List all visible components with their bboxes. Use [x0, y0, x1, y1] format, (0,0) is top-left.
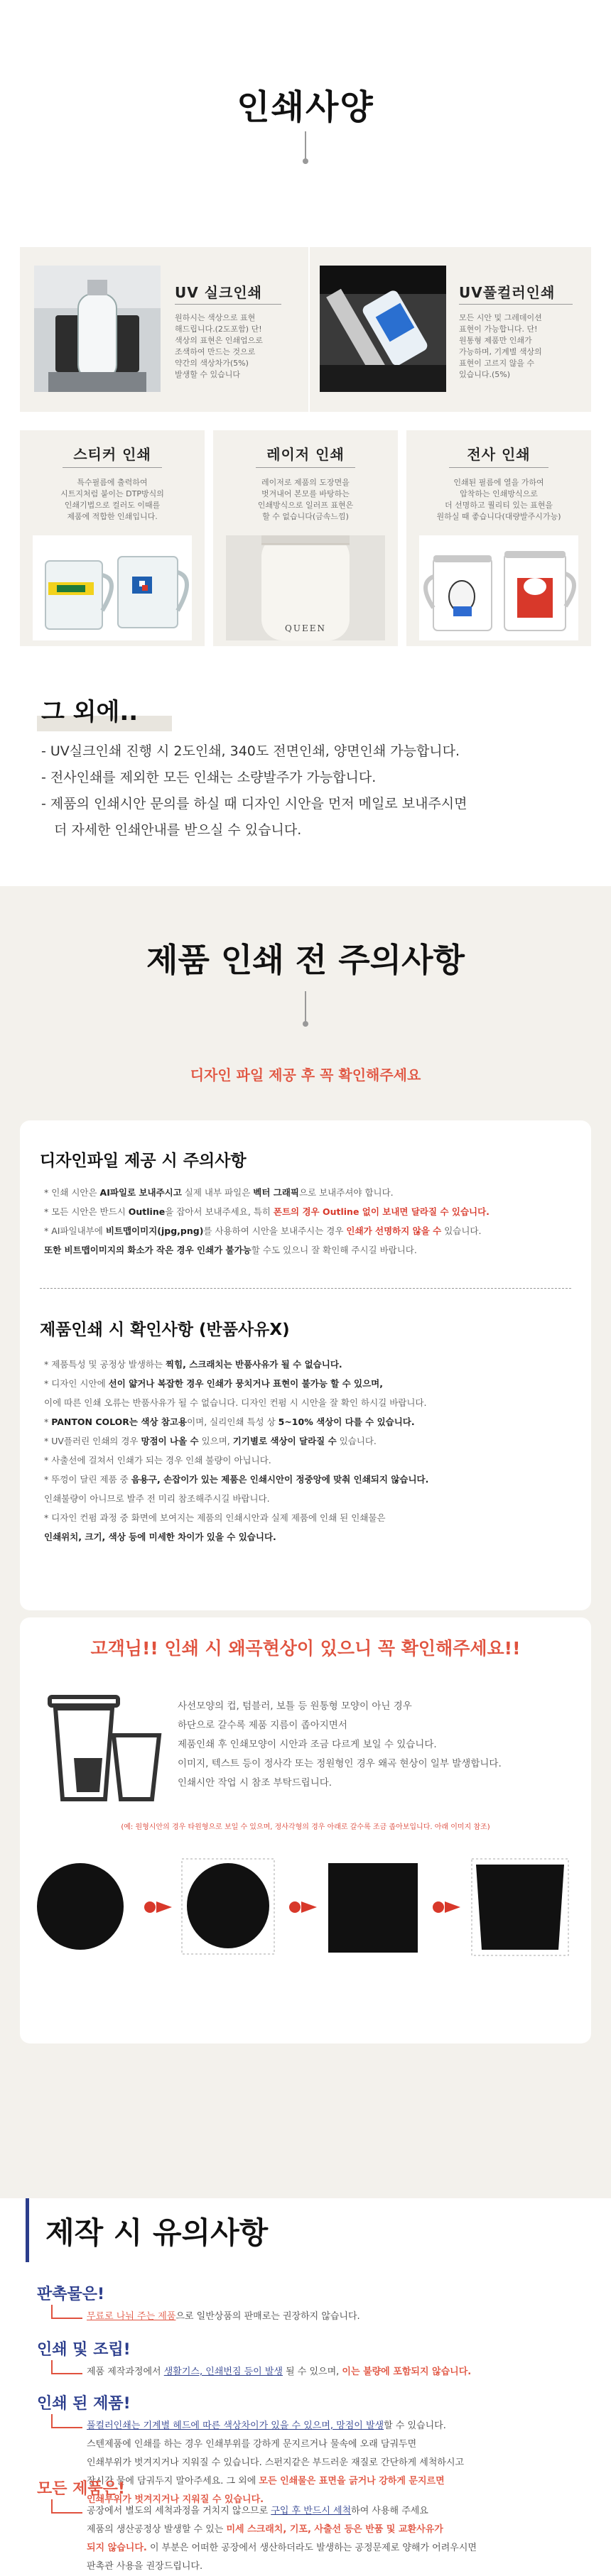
note-emphasis: 폰트의 경우 Outline 없이 보내면 달라질 수 있습니다. — [273, 1206, 490, 1217]
note-text: 할 수도 있으니 잘 확인해 주시길 바랍니다. — [251, 1245, 417, 1255]
square-original-shape — [328, 1863, 418, 1953]
elbow-connector — [51, 2360, 82, 2374]
other-item: - 제품의 인쇄시안 문의를 하실 때 디자인 시안을 먼저 메일로 보내주시면 — [41, 796, 467, 812]
transfer-title: 전사 인쇄 — [467, 446, 531, 463]
note-text: 으로 보내주셔야 합니다. — [298, 1187, 394, 1198]
other-item: - 전사인쇄를 제외한 모든 인쇄는 소량발주가 가능합니다. — [41, 770, 377, 785]
production-section — [0, 2198, 611, 2572]
elbow-connector — [51, 2414, 82, 2428]
note-line — [44, 1240, 577, 1260]
print-specs-title: 인쇄사양 — [237, 87, 374, 127]
note-text: 실제 내부 파일은 — [181, 1187, 254, 1198]
distortion-title: 고객님!! 인쇄 시 왜곡현상이 있으니 꼭 확인해주세요!! — [90, 1638, 521, 1659]
note-emphasis: 인쇄가 선명하지 않을 수 — [346, 1226, 442, 1236]
dashed-divider — [40, 1288, 571, 1289]
sticker-desc: 특수필름에 출력하여 시트지처럼 붙이는 DTP방식의 인쇄기법으로 컬러도 이때를 제품에 적합한 인쇄입니다. — [60, 478, 164, 521]
note-line — [44, 1221, 577, 1240]
precautions-title: 제품 인쇄 전 주의사항 — [146, 941, 465, 979]
laser-photo — [226, 535, 385, 640]
production-text: 하여 사용해 주세요 — [351, 2506, 428, 2516]
production-text: 될 수 있으며, — [282, 2367, 342, 2377]
production-item-heading: 인쇄 및 조립! — [37, 2341, 131, 2359]
note-text: * 뚜껑이 달린 제품 중 — [44, 1474, 131, 1485]
other-title: 그 외에.. — [41, 698, 139, 726]
divider-dot — [303, 1021, 308, 1027]
production-line — [87, 2521, 598, 2539]
sticker-title-line — [63, 467, 162, 468]
note-text: 인쇄불량이 아니므로 발주 전 미리 참조해주시길 바랍니다. — [44, 1493, 270, 1504]
arrow-right-icon — [144, 1900, 173, 1914]
circle-original-shape — [37, 1863, 124, 1950]
product-print-notes — [44, 1355, 577, 1546]
uv-full-title-line — [459, 304, 573, 305]
transfer-card — [406, 430, 591, 646]
sticker-photo — [33, 535, 192, 640]
transfer-desc: 인쇄된 필름에 열을 가하여 압착하는 인쇄방식으로 더 선명하고 퀄리티 있는 표현을 원하실 때 좋습니다(대량발주시가능) — [436, 478, 561, 521]
note-emphasis: 찍힘, 스크래치는 반품사유가 될 수 없습니다. — [166, 1359, 342, 1370]
distortion-line: 사선모양의 컵, 텀블러, 보틀 등 원통형 모양이 아닌 경우 — [178, 1701, 412, 1712]
note-line — [44, 1527, 577, 1546]
note-text: 있습니다. — [441, 1226, 482, 1236]
production-item-heading: 판촉물은! — [37, 2286, 105, 2303]
note-emphasis: PANTON COLOR는 색상 참고용 — [51, 1417, 188, 1427]
note-text: 있습니다. — [336, 1436, 377, 1446]
note-emphasis: 인쇄위치, 크기, 색상 등에 미세한 차이가 있을 수 있습니다. — [44, 1532, 276, 1542]
laser-desc: 레이저로 제품의 도장면을 벗겨내어 본모를 바탕하는 인쇄방식으로 일러프 표현은 할 수 없습니다(금속느낌) — [257, 478, 354, 521]
laser-title-line — [256, 467, 355, 468]
divider-line — [305, 131, 306, 161]
uv-silk-image — [34, 266, 161, 392]
note-line — [44, 1431, 577, 1451]
sticker-card — [20, 430, 205, 646]
uv-full-card — [310, 247, 591, 412]
divider-dot — [303, 158, 308, 164]
elbow-connector — [51, 2499, 82, 2514]
note-emphasis: 벡터 그래픽 — [253, 1187, 299, 1198]
note-emphasis: 비트맵이미지(jpg,png) — [105, 1226, 204, 1236]
other-item: 더 자세한 인쇄안내를 받으실 수 있습니다. — [54, 822, 302, 838]
note-line — [44, 1470, 577, 1489]
circle-distorted-shape — [180, 1857, 276, 1955]
arrow-right-icon — [432, 1900, 462, 1914]
distortion-note: (예: 원형시안의 경우 타원형으로 보일 수 있으며, 정사각형의 경우 아래로 갈수록 조금 좁아보입니다. 아래 이미지 참조) — [121, 1823, 490, 1831]
production-text: 스텐제품에 인쇄를 하는 경우 인쇄부위를 강하게 문지르거나 물속에 오래 담궈두면 — [87, 2439, 417, 2450]
production-text: 되지 않습니다. — [87, 2543, 147, 2553]
transfer-title-line — [449, 467, 548, 468]
note-emphasis: 음용구, 손잡이가 있는 제품은 인쇄시안이 정중앙에 맞춰 인쇄되지 않습니다. — [131, 1474, 429, 1485]
uv-silk-card — [20, 247, 308, 412]
design-file-notes — [44, 1183, 577, 1260]
print-notes-card — [20, 1120, 591, 1610]
production-text: 할 수 있습니다. — [384, 2421, 446, 2431]
production-line — [87, 2558, 598, 2576]
note-line — [44, 1489, 577, 1508]
title-accent-bar — [26, 2198, 29, 2262]
note-emphasis: AI파일로 보내주시고 — [99, 1187, 182, 1198]
note-emphasis: 선이 얇거나 복잡한 경우 인쇄가 뭉치거나 표현이 불가능 할 수 있으며, — [108, 1378, 383, 1389]
production-title: 제작 시 유의사항 — [45, 2215, 269, 2250]
uv-silk-desc: 원하시는 색상으로 표현 해드립니다.(2도포함) 단! 색상의 표현은 인쇄업으로 조색하여 만드는 것으로 약간의 색상차가(5%) 발생할 수 있습니다 — [175, 313, 263, 379]
print-specs-section — [0, 0, 611, 863]
production-text: 장시간 물에 담궈두지 말아주세요. 그 외에 — [87, 2476, 259, 2487]
production-text: 판촉관 사용을 권장드립니다. — [87, 2561, 203, 2572]
uv-full-title: UV풀컬러인쇄 — [459, 284, 556, 301]
transfer-photo — [419, 535, 578, 640]
production-text: 제품 제작과정에서 — [87, 2367, 164, 2377]
other-item: - UV실크인쇄 진행 시 2도인쇄, 340도 전면인쇄, 양면인쇄 가능합니다. — [41, 743, 460, 759]
note-line — [44, 1451, 577, 1470]
note-text: * UV플러린 인쇄의 경우 — [44, 1436, 141, 1446]
note-text: * 사출선에 걸쳐서 인쇄가 되는 경우 인쇄 불량이 아닙니다. — [44, 1455, 271, 1466]
note-emphasis: 5~10% 색상이 다를 수 있습니다. — [278, 1417, 415, 1427]
note-line — [44, 1508, 577, 1527]
note-emphasis: Outline — [128, 1206, 166, 1217]
laser-title: 레이저 인쇄 — [266, 446, 345, 463]
distortion-line: 이미지, 텍스트 등이 정사각 또는 정원형인 경우 왜곡 현상이 일부 발생합니다. — [178, 1758, 502, 1769]
tapered-cups-icon — [45, 1693, 166, 1806]
note-emphasis: 기기별로 색상이 달라질 수 — [232, 1436, 337, 1446]
sticker-title: 스티커 인쇄 — [73, 446, 151, 463]
divider-line — [305, 991, 306, 1024]
note-line — [44, 1412, 577, 1431]
uv-full-desc: 모든 시안 및 그레데이션 표현이 가능합니다. 단! 원통형 제품만 인쇄가 가능하며, 기계별 색상의 표현이 고르지 않을 수 있습니다.(5%) — [459, 313, 542, 379]
production-text: 인쇄부위가 벗겨지거나 지워질 수 있습니다. — [87, 2494, 264, 2505]
precautions-section — [0, 886, 611, 2198]
note-line — [44, 1183, 577, 1202]
note-text: * 디자인 컨펌 과정 중 화면에 보여지는 제품의 인쇄시안과 실제 제품에 인쇄 된 인쇄물은 — [44, 1512, 386, 1523]
production-text: 생활기스, 인쇄번짐 등이 발생 — [163, 2367, 283, 2377]
production-text: 인쇄부위가 벗겨지거나 지워질 수 있습니다. 스펀지같은 부드러운 재질로 간단하게 세척하시고 — [87, 2457, 465, 2468]
note-text: * AI파일내부에 — [44, 1226, 106, 1236]
note-line — [44, 1374, 577, 1393]
note-text: * 디자인 시안에 — [44, 1378, 109, 1389]
distortion-line: 하단으로 갈수록 제품 지름이 좁아지면서 — [178, 1720, 347, 1731]
note-line — [44, 1393, 577, 1412]
production-line — [87, 2308, 598, 2326]
production-line — [87, 2472, 598, 2491]
other-list — [41, 738, 581, 844]
production-text: 제품의 생산공정상 발생할 수 있는 — [87, 2524, 227, 2535]
note-text: 를 사용하여 시안을 보내주시는 경우 — [203, 1226, 347, 1236]
production-item-heading: 인쇄 된 제품! — [37, 2395, 131, 2413]
note-line — [44, 1202, 577, 1221]
note-text: 있으며, — [198, 1436, 233, 1446]
note-text: * — [44, 1417, 52, 1427]
production-text: 이는 불량에 포함되지 않습니다. — [342, 2367, 472, 2377]
note-text: 을 잡아서 보내주세요, 특히 — [165, 1206, 274, 1217]
production-text: 공장에서 별도의 세척과정을 거치지 않으므로 — [87, 2506, 271, 2516]
production-text: 모든 인쇄물은 표면을 긁거나 강하게 문지르면 — [259, 2476, 445, 2487]
production-line — [87, 2417, 598, 2435]
production-item-heading: 모든 제품은! — [37, 2480, 125, 2498]
production-text: 이 부분은 어떠한 공장에서 생산하더라도 발생하는 공정문제로 양해가 어려우시면 — [146, 2543, 477, 2553]
design-file-heading: 디자인파일 제공 시 주의사항 — [40, 1152, 247, 1170]
production-item-text — [87, 2308, 598, 2326]
distortion-card — [20, 1617, 591, 2043]
production-line — [87, 2435, 598, 2454]
production-text: 무료로 나눠 주는 제품 — [87, 2311, 176, 2322]
production-line — [87, 2502, 598, 2521]
note-text: * 제품특성 및 공정상 발생하는 — [44, 1359, 166, 1370]
note-emphasis: 망점이 나올 수 — [141, 1436, 199, 1446]
note-text: * 모든 시안은 반드시 — [44, 1206, 129, 1217]
distortion-line: 인쇄시안 작업 시 참조 부탁드립니다. — [178, 1777, 332, 1789]
distortion-text — [178, 1697, 575, 1793]
production-item-text — [87, 2363, 598, 2381]
production-line — [87, 2539, 598, 2558]
laser-card — [213, 430, 398, 646]
distortion-line: 제품인쇄 후 인쇄모양이 시안과 조금 다르게 보일 수 있습니다. — [178, 1739, 437, 1750]
production-line — [87, 2363, 598, 2381]
production-text: 미세 스크래치, 기포, 사출선 등은 반품 및 교환사유가 — [226, 2524, 443, 2535]
laser-brand-label: QUEEN — [285, 623, 326, 633]
note-text: * 인쇄 시안은 — [44, 1187, 100, 1198]
square-distorted-shape — [470, 1857, 570, 1957]
note-emphasis: 또한 비트맵이미지의 화소가 작은 경우 인쇄가 불가능 — [44, 1245, 252, 1255]
uv-full-image — [320, 266, 446, 392]
arrow-right-icon — [288, 1900, 318, 1914]
note-line — [44, 1355, 577, 1374]
production-item-text — [87, 2417, 598, 2509]
uv-silk-title-line — [175, 304, 281, 305]
production-line — [87, 2454, 598, 2472]
production-text: 구입 후 반드시 세척 — [271, 2506, 352, 2516]
production-text: 풀컬러인쇄는 기계별 헤드에 따른 색상차이가 있을 수 있으며, 망점이 발생 — [87, 2421, 384, 2431]
uv-silk-title: UV 실크인쇄 — [175, 284, 262, 301]
elbow-connector — [51, 2305, 82, 2319]
precautions-subtitle: 디자인 파일 제공 후 꼭 확인해주세요 — [190, 1066, 421, 1084]
note-text: 이에 따른 인쇄 오류는 반품사유가 될 수 없습니다. 디자인 컨펌 시 시안을 잘 확인 하시길 바랍니다. — [44, 1397, 427, 1408]
product-print-heading: 제품인쇄 시 확인사항 (반품사유X) — [40, 1321, 290, 1339]
production-text: 으로 일반상품의 판매로는 권장하지 않습니다. — [175, 2311, 360, 2322]
production-item-text — [87, 2502, 598, 2576]
note-text: 이며, 실리인쇄 특성 상 — [187, 1417, 279, 1427]
